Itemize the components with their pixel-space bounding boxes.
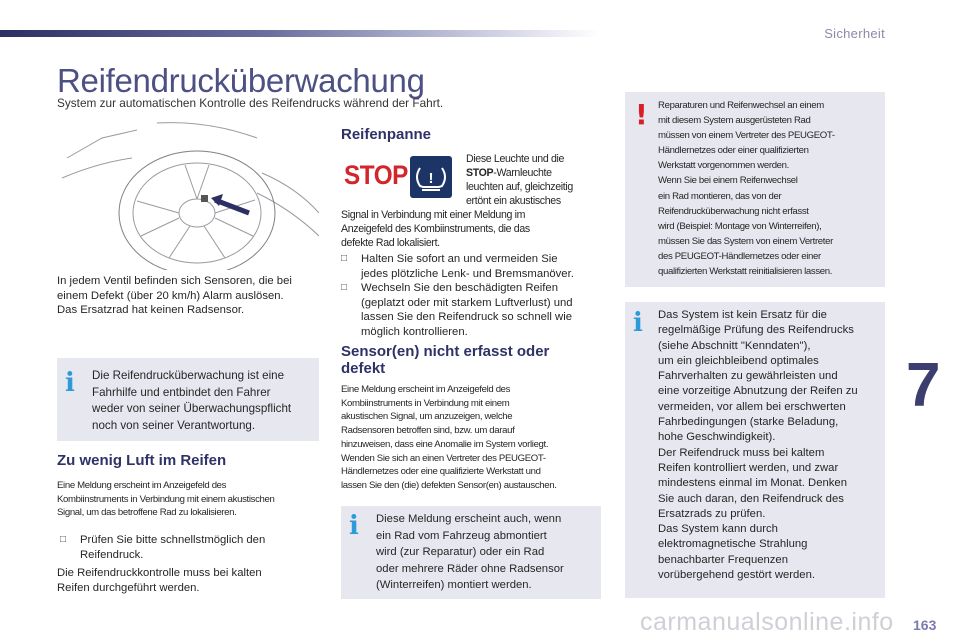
valve-sensor (201, 195, 208, 202)
low-air-heading: Zu wenig Luft im Reifen (57, 452, 227, 469)
info-box-right-text: Das System ist kein Ersatz für die regelmäßige Prüfung des Reifendrucks (siehe Abschnitt "Kenndaten"), um ein gleichbleibend optimales Fahrverhalten zu gewährleisten und eine vorzeitige Abnutzung der Reifen zu vermeiden, vor allem bei erschwerten Fahrbedingungen (starke Beladung, hohe Geschwindigkeit). Der Reifendruck muss bei kaltem Reifen kontrolliert werden, und zwar mindestens einmal im Monat. Denken Sie auch daran, den Reifendruck des Ersatzrads zu prüfen. Das System kann durch elektromagnetische Strahlung benachbarter Frequenzen vorübergehend gestört werden. (658, 309, 858, 582)
low-air-after: Die Reifendruckkontrolle muss bei kalten Reifen durchgeführt werden. (57, 567, 262, 594)
section-name: Sicherheit (824, 26, 885, 41)
info-icon: i (349, 511, 359, 541)
puncture-heading: Reifenpanne (341, 126, 432, 143)
sensor-heading: Sensor(en) nicht erfasst oder defekt (341, 343, 550, 377)
exclamation-icon: ! (635, 98, 648, 131)
warning-box-text: Reparaturen und Reifenwechsel an einem mit diesem System ausgerüsteten Rad müssen von einem Vertreter des PEUGEOT- Händlernetzes oder einer qualifizierten Werkstatt vorgenommen werden. Wenn Sie bei einem Reifenwechsel ein Rad montieren, das von der Reifendrucküberwachung nicht erfasst wird (Beispiel: Montage von Winterreifen), müssen Sie das System von einem Vertreter des PEUGEOT-Händlernetzes oder einer qualifizierten Werkstatt reinitialisieren lassen. (658, 100, 835, 278)
chapter-number: 7 (906, 351, 941, 420)
info-box-right (625, 302, 885, 598)
sensor-text: Eine Meldung erscheint im Anzeigefeld des Kombiinstruments in Verbindung mit einem akustischen Signal, um anzuzeigen, welche Radsensoren betroffen sind, bzw. um darauf hinzuweisen, dass eine Anomalie im System vorliegt. Wenden Sie sich an einen Vertreter des PEUGEOT- Händlernetzes oder eine qualifizierte Werkstatt und lassen Sie den (die) defekten Sensor(en) austauschen. (341, 384, 557, 491)
checkbox-bullet-icon: □ (341, 282, 348, 293)
checkbox-bullet-icon: □ (60, 534, 67, 545)
watermark: carmanualsonline.info (640, 608, 894, 636)
svg-text:!: ! (428, 170, 434, 187)
header-bar (0, 30, 600, 37)
info-box-middle-text: Diese Meldung erscheint auch, wenn ein Rad vom Fahrzeug abmontiert wird (zur Reparatur) oder ein Rad oder mehrere Räder ohne Radsensor (Winterreifen) montiert werden. (376, 513, 564, 591)
puncture-text: Signal in Verbindung mit einer Meldung im Anzeigefeld des Kombiinstruments, die das defekte Rad lokalisiert. (341, 209, 530, 249)
stop-warning-label: STOP (344, 160, 408, 190)
page-title: Reifendrucküberwachung (57, 62, 425, 99)
puncture-bullet-2: □ Wechseln Sie den beschädigten Reifen (geplatzt oder mit starkem Luftverlust) und lassen Sie den Reifendruck so schnell wie möglich kontrollieren. (341, 282, 573, 338)
page-number: 163 (913, 617, 937, 633)
intro-text: In jedem Ventil befinden sich Sensoren, die bei einem Defekt (über 20 km/h) Alarm auslösen. Das Ersatzrad hat keinen Radsensor. (57, 275, 292, 316)
low-air-text: Eine Meldung erscheint im Anzeigefeld des Kombiinstruments in Verbindung mit einem akustischen Signal, um das betroffene Rad zu lokalisieren. (57, 480, 275, 519)
info-icon: i (65, 368, 75, 398)
page-subtitle: System zur automatischen Kontrolle des Reifendrucks während der Fahrt. (57, 96, 444, 110)
checkbox-bullet-icon: □ (341, 253, 348, 264)
puncture-bullet-1: □ Halten Sie sofort an und vermeiden Sie jedes plötzliche Lenk- und Bremsmanöver. (341, 253, 574, 280)
info-box-left-text: Die Reifendrucküberwachung ist eine Fahrhilfe und entbindet den Fahrer weder von seiner Überwachungspflicht noch von seiner Verantwortung. (92, 369, 292, 432)
low-air-bullet: □ Prüfen Sie bitte schnellstmöglich den Reifendruck. (60, 534, 266, 561)
wheel-illustration (57, 118, 319, 270)
warning-box (625, 92, 885, 287)
tyre-pressure-warning-icon (410, 156, 452, 198)
info-box-left (57, 358, 319, 441)
info-box-middle (341, 506, 601, 599)
lamp-text: Diese Leuchte und die STOP-Warnleuchte leuchten auf, gleichzeitig ertönt ein akustisches (466, 153, 573, 207)
info-icon: i (633, 308, 643, 338)
